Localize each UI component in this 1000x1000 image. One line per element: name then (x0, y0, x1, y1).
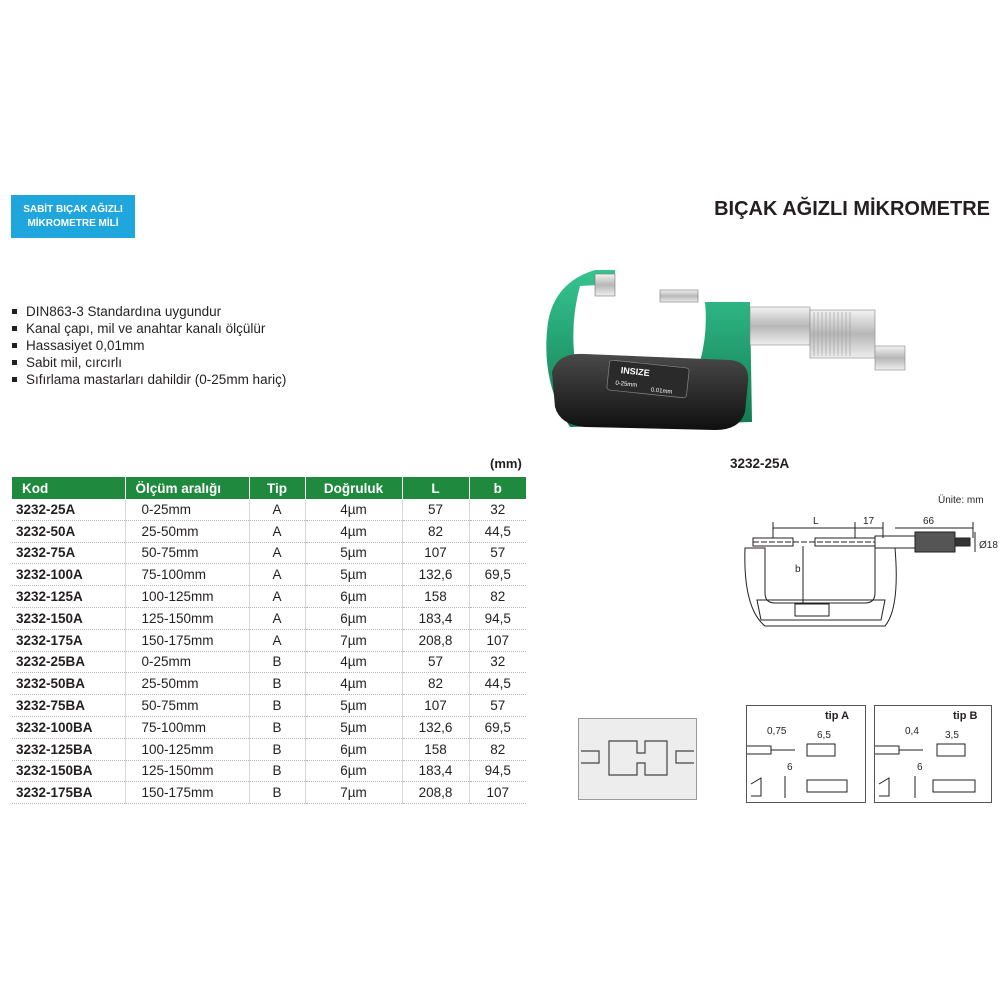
tip-a-diagram (746, 705, 866, 803)
cell-code: 3232-25BA (12, 651, 125, 673)
cell-accuracy: 5µm (305, 716, 402, 738)
cell-range: 100-125mm (125, 586, 249, 608)
cell-accuracy: 6µm (305, 760, 402, 782)
dim-label-66: 66 (923, 516, 935, 527)
column-header-L: L (402, 477, 469, 499)
table-unit: (mm) (490, 456, 522, 471)
feature-text: Hassasiyet 0,01mm (26, 338, 145, 353)
cell-b: 69,5 (469, 716, 526, 738)
cell-b: 82 (469, 586, 526, 608)
column-header-code: Kod (12, 477, 125, 499)
column-header-range: Ölçüm aralığı (125, 477, 249, 499)
cell-type: B (249, 782, 305, 804)
table-row (12, 716, 526, 738)
cell-accuracy: 4µm (305, 499, 402, 520)
table-row (12, 607, 526, 629)
cell-type: A (249, 520, 305, 542)
table-row (12, 673, 526, 695)
cell-L: 183,4 (402, 760, 469, 782)
cell-code: 3232-100BA (12, 716, 125, 738)
cell-range: 50-75mm (125, 695, 249, 717)
cell-code: 3232-125A (12, 586, 125, 608)
cell-L: 183,4 (402, 607, 469, 629)
cell-b: 57 (469, 695, 526, 717)
table-body (12, 499, 526, 804)
cell-type: A (249, 629, 305, 651)
table-row (12, 651, 526, 673)
cell-b: 69,5 (469, 564, 526, 586)
cell-type: A (249, 607, 305, 629)
cell-range: 150-175mm (125, 782, 249, 804)
cell-type: B (249, 651, 305, 673)
cell-range: 25-50mm (125, 673, 249, 695)
cell-type: A (249, 586, 305, 608)
cell-accuracy: 4µm (305, 673, 402, 695)
column-header-accuracy: Doğruluk (305, 477, 402, 499)
feature-text: Sıfırlama mastarları dahildir (0-25mm hariç) (26, 372, 287, 387)
cell-range: 125-150mm (125, 607, 249, 629)
cell-code: 3232-175A (12, 629, 125, 651)
tip-b-height: 6 (917, 762, 923, 773)
feature-item (12, 320, 286, 337)
unit-note: Ünite: mm (938, 495, 984, 506)
feature-item (12, 371, 286, 388)
bullet-icon (12, 343, 17, 348)
cell-b: 32 (469, 651, 526, 673)
cell-type: A (249, 499, 305, 520)
cell-type: B (249, 673, 305, 695)
brand-logo: INSIZE (620, 365, 651, 379)
cell-accuracy: 7µm (305, 629, 402, 651)
cell-range: 0-25mm (125, 651, 249, 673)
cell-range: 125-150mm (125, 760, 249, 782)
cell-accuracy: 7µm (305, 782, 402, 804)
cell-accuracy: 5µm (305, 564, 402, 586)
table-row (12, 499, 526, 520)
cell-b: 107 (469, 629, 526, 651)
cell-b: 32 (469, 499, 526, 520)
cell-type: B (249, 716, 305, 738)
cell-range: 50-75mm (125, 542, 249, 564)
tip-a-width-2: 6,5 (817, 730, 831, 741)
table-row (12, 738, 526, 760)
cell-L: 158 (402, 738, 469, 760)
column-header-b: b (469, 477, 526, 499)
cell-accuracy: 4µm (305, 520, 402, 542)
cell-accuracy: 6µm (305, 586, 402, 608)
table-row (12, 695, 526, 717)
bullet-icon (12, 360, 17, 365)
tip-b-width-2: 3,5 (945, 730, 959, 741)
table-row (12, 782, 526, 804)
cell-range: 100-125mm (125, 738, 249, 760)
cell-accuracy: 5µm (305, 695, 402, 717)
cell-type: A (249, 542, 305, 564)
table-row (12, 586, 526, 608)
cell-range: 150-175mm (125, 629, 249, 651)
cell-code: 3232-75A (12, 542, 125, 564)
cell-type: B (249, 760, 305, 782)
cell-accuracy: 4µm (305, 651, 402, 673)
feature-text: Kanal çapı, mil ve anahtar kanalı ölçülür (26, 321, 266, 336)
cell-L: 107 (402, 695, 469, 717)
cell-range: 75-100mm (125, 716, 249, 738)
resolution-engraving: 0.01mm (650, 387, 673, 396)
cell-b: 94,5 (469, 607, 526, 629)
cell-L: 132,6 (402, 564, 469, 586)
cell-accuracy: 6µm (305, 738, 402, 760)
cell-L: 57 (402, 651, 469, 673)
cell-b: 107 (469, 782, 526, 804)
feature-list (12, 303, 286, 388)
cell-accuracy: 6µm (305, 607, 402, 629)
micrometer-photo (540, 262, 920, 442)
cell-L: 82 (402, 520, 469, 542)
range-engraving: 0-25mm (615, 380, 638, 389)
dim-label-L: L (813, 516, 819, 527)
cell-b: 57 (469, 542, 526, 564)
tip-b-label: tip B (953, 710, 978, 722)
cell-code: 3232-150A (12, 607, 125, 629)
badge-line-1: SABİT BIÇAK AĞIZLI (23, 203, 123, 215)
tip-b-diagram (874, 705, 992, 803)
cell-L: 158 (402, 586, 469, 608)
bullet-icon (12, 326, 17, 331)
cell-code: 3232-75BA (12, 695, 125, 717)
feature-item (12, 303, 286, 320)
feature-text: DIN863-3 Standardına uygundur (26, 304, 222, 319)
blade-gap-icon-drawing (579, 719, 696, 799)
blade-gap-icon (578, 718, 697, 800)
tip-a-label: tip A (825, 710, 850, 722)
cell-L: 132,6 (402, 716, 469, 738)
dim-label-17: 17 (863, 516, 875, 527)
table-row (12, 629, 526, 651)
table-row (12, 542, 526, 564)
cell-code: 3232-150BA (12, 760, 125, 782)
badge-line-2: MİKROMETRE MİLİ (27, 217, 119, 229)
cell-type: A (249, 564, 305, 586)
bullet-icon (12, 309, 17, 314)
cell-code: 3232-125BA (12, 738, 125, 760)
feature-text: Sabit mil, cırcırlı (26, 355, 123, 370)
dimension-drawing (735, 508, 998, 643)
column-header-type: Tip (249, 477, 305, 499)
tip-b-width-1: 0,4 (905, 726, 919, 737)
cell-L: 82 (402, 673, 469, 695)
cell-code: 3232-25A (12, 499, 125, 520)
cell-L: 208,8 (402, 782, 469, 804)
cell-range: 0-25mm (125, 499, 249, 520)
cell-code: 3232-50A (12, 520, 125, 542)
spec-table (12, 477, 526, 804)
feature-item (12, 337, 286, 354)
page-title: BIÇAK AĞIZLI MİKROMETRE (714, 198, 990, 220)
cell-accuracy: 5µm (305, 542, 402, 564)
dim-label-b: b (795, 564, 801, 575)
cell-type: B (249, 738, 305, 760)
cell-L: 208,8 (402, 629, 469, 651)
cell-code: 3232-175BA (12, 782, 125, 804)
cell-code: 3232-100A (12, 564, 125, 586)
table-row (12, 564, 526, 586)
table-row (12, 520, 526, 542)
cell-b: 44,5 (469, 520, 526, 542)
tip-a-height: 6 (787, 762, 793, 773)
table-header-row (12, 477, 526, 499)
model-caption: 3232-25A (730, 456, 790, 471)
cell-L: 107 (402, 542, 469, 564)
cell-code: 3232-50BA (12, 673, 125, 695)
dim-label-diameter: Ø18 (979, 540, 998, 551)
cell-b: 94,5 (469, 760, 526, 782)
cell-L: 57 (402, 499, 469, 520)
category-badge (11, 195, 135, 238)
cell-b: 44,5 (469, 673, 526, 695)
cell-range: 25-50mm (125, 520, 249, 542)
table-row (12, 760, 526, 782)
cell-b: 82 (469, 738, 526, 760)
tip-a-width-1: 0,75 (767, 726, 787, 737)
feature-item (12, 354, 286, 371)
bullet-icon (12, 377, 17, 382)
cell-range: 75-100mm (125, 564, 249, 586)
cell-type: B (249, 695, 305, 717)
